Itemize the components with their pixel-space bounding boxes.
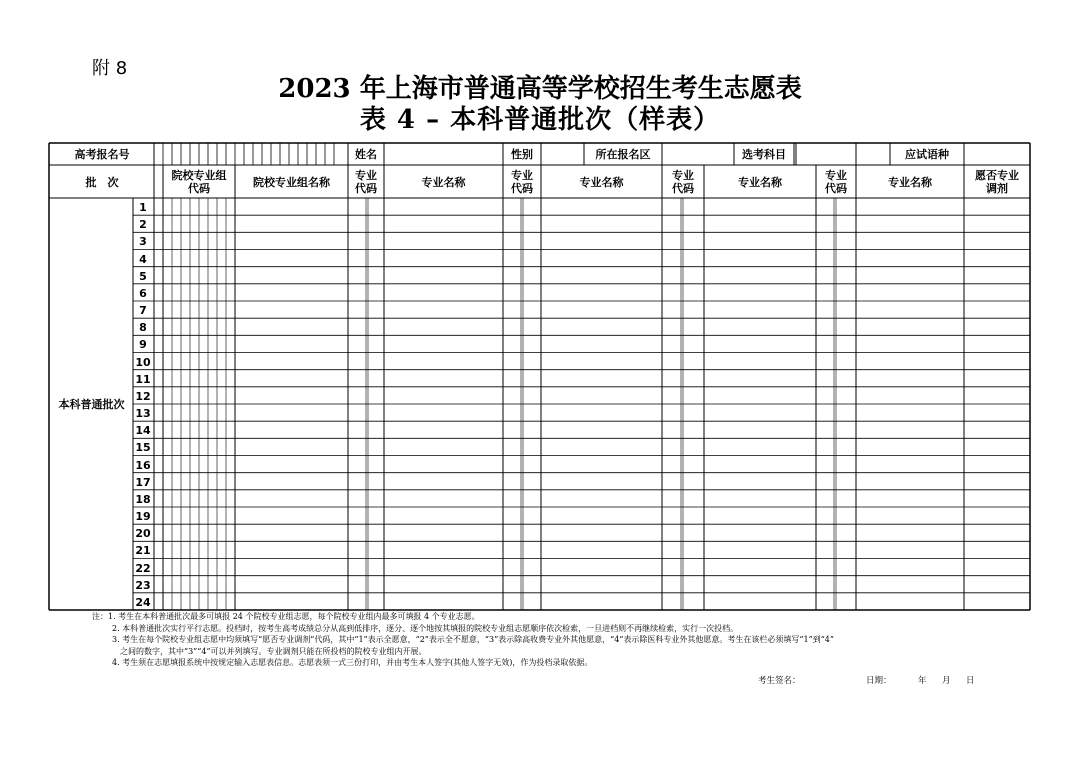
notes: [92, 611, 1052, 669]
row-number: 1: [139, 201, 147, 214]
page-subtitle: 表 4 – 本科普通批次（样表）: [359, 105, 721, 135]
row-number: 21: [135, 544, 151, 558]
gender-label: 性别: [511, 147, 533, 161]
note-3: 3. 考生在每个院校专业组志愿中均须填写“愿否专业调剂”代码，其中“1”表示全愿意，“2”表示全不愿意，“3”表示除高收费专业外其他愿意，“4”表示除医科专业外其他愿意。考生在该栏必须填写“1”到“4”: [112, 635, 834, 644]
row-number: 9: [139, 338, 147, 352]
row-number: 5: [139, 269, 147, 283]
note-3-cont: 之间的数字，其中“3”“4”可以并列填写。专业调剂只能在所投档的院校专业组内开展。: [120, 646, 427, 656]
row-number: 13: [135, 407, 151, 420]
row-number: 17: [135, 475, 151, 489]
header-major-name-4: 专业名称: [888, 175, 932, 189]
row-number: 2: [139, 218, 147, 232]
header-major-code-4: 专业 代码: [825, 169, 847, 195]
row-number: 4: [139, 252, 147, 266]
row-number: 19: [135, 510, 151, 523]
district-label: 所在报名区: [595, 147, 651, 161]
row-number: 23: [135, 578, 151, 592]
header-batch: 批 次: [85, 175, 119, 189]
header-major-name-2: 专业名称: [579, 175, 624, 189]
row-number: 10: [135, 355, 151, 369]
date-year: 年: [918, 676, 927, 686]
annex-label: 附 8: [92, 58, 128, 79]
note-4: 4. 考生须在志愿填报系统中按规定输入志愿表信息。志愿表须一式三份打印，并由考生本人签字(其他人签字无效)，作为投档录取依据。: [112, 658, 593, 667]
header-major-code-2: 专业 代码: [511, 169, 533, 195]
row-number: 18: [135, 492, 151, 506]
signature-label: 考生签名：: [758, 676, 801, 686]
date-month: 月: [942, 676, 951, 686]
header-group-name: 院校专业组名称: [253, 175, 330, 189]
row-number: 8: [139, 321, 147, 335]
header-group-code: 院校专业组 代码: [171, 169, 227, 195]
name-label: 姓名: [355, 147, 377, 161]
date-day: 日: [966, 676, 975, 686]
row-number: 7: [139, 304, 147, 317]
row-number: 20: [135, 527, 151, 541]
batch-name: 本科普通批次: [58, 398, 125, 411]
note-2: 2. 本科普通批次实行平行志愿。投档时，按考生高考成绩总分从高到低排序，逐分、逐个地按其填报的院校专业组志愿顺序依次检索，一旦进档则不再继续检索，实行一次投档。: [112, 623, 739, 633]
header-major-code-3: 专业 代码: [672, 169, 694, 195]
header-major-name-1: 专业名称: [421, 175, 466, 189]
row-number: 6: [139, 286, 147, 300]
header-major-name-3: 专业名称: [738, 175, 782, 189]
row-number: 14: [135, 424, 151, 438]
note-1: 注：1. 考生在本科普通批次最多可填报 24 个院校专业组志愿，每个院校专业组内最多可填报 4 个专业志愿。: [92, 612, 480, 621]
row-number: 15: [135, 441, 151, 455]
exam-id-label: 高考报名号: [74, 147, 130, 161]
row-number: 24: [135, 595, 151, 609]
row-number: 16: [135, 458, 151, 472]
header-adjust: 愿否专业 调剂: [975, 169, 1019, 195]
row-number: 22: [135, 561, 151, 575]
row-number: 11: [135, 372, 151, 386]
language-label: 应试语种: [905, 147, 949, 161]
row-number: 3: [139, 235, 147, 249]
header-major-code-1: 专业 代码: [355, 169, 377, 195]
row-number: 12: [135, 389, 151, 403]
page-title: 2023 年上海市普通高等学校招生考生志愿表: [278, 74, 802, 104]
date-label: 日期：: [866, 676, 892, 686]
subjects-label: 选考科目: [742, 147, 786, 161]
